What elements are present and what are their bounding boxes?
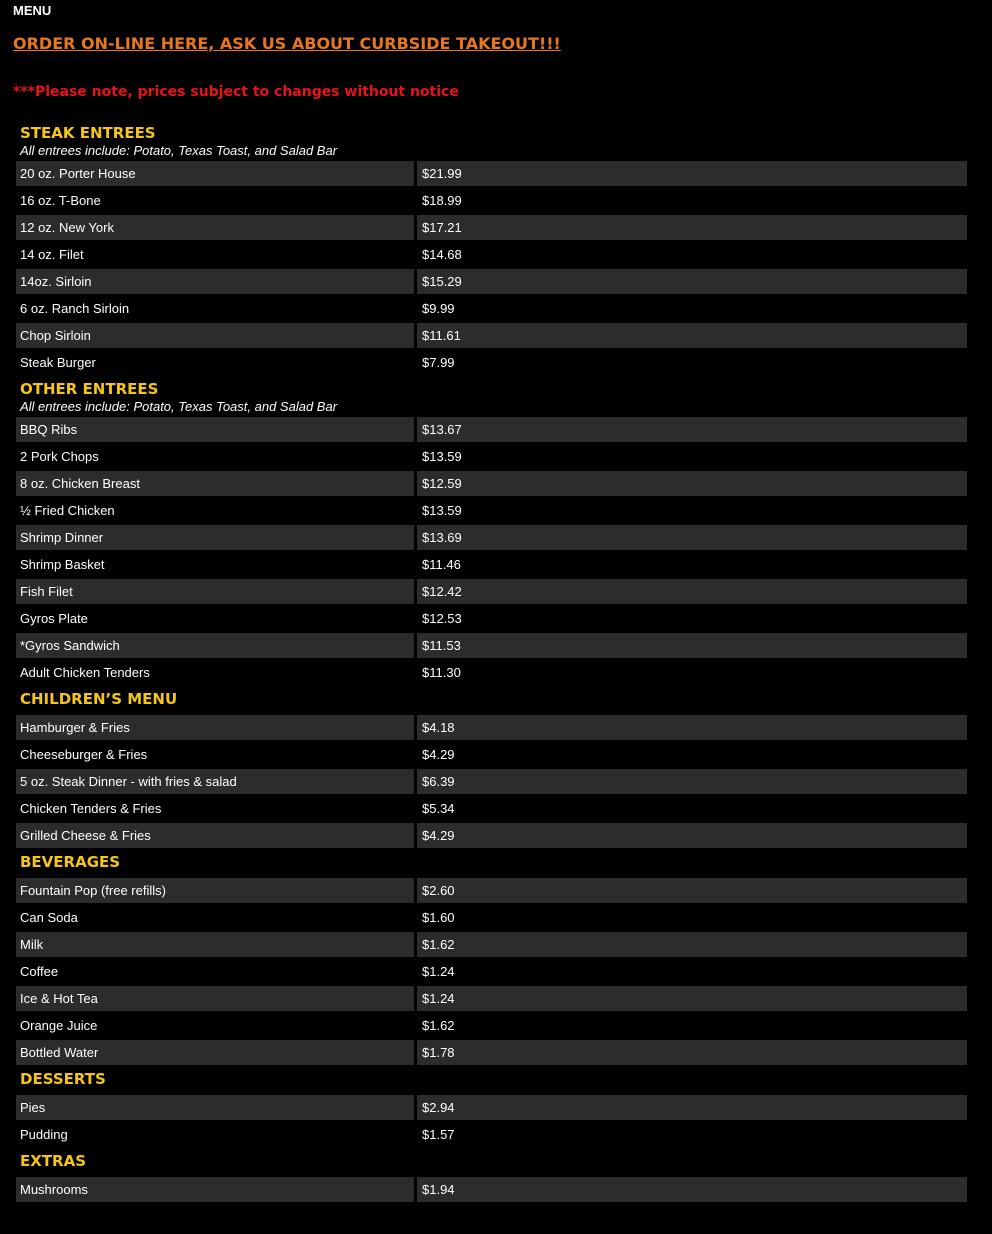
menu-section — [16, 1066, 967, 1148]
item-name: ½ Fried Chicken — [20, 503, 115, 518]
menu-row — [16, 578, 967, 605]
item-price: $1.62 — [422, 1018, 455, 1033]
menu-row — [16, 349, 967, 376]
menu-row — [16, 551, 967, 578]
menu-row — [16, 295, 967, 322]
price-notice: ***Please note, prices subject to changes without notice — [13, 84, 459, 100]
menu-row — [16, 768, 967, 795]
item-price: $6.39 — [417, 769, 967, 794]
menu-row — [16, 904, 967, 931]
item-name: Orange Juice — [20, 1018, 98, 1033]
item-name: Can Soda — [20, 910, 78, 925]
item-name: 2 Pork Chops — [20, 449, 99, 464]
item-price: $11.46 — [422, 557, 461, 572]
item-price: $2.94 — [417, 1095, 967, 1120]
menu-row — [16, 958, 967, 985]
item-price: $1.24 — [417, 986, 967, 1011]
item-name: Adult Chicken Tenders — [20, 665, 150, 680]
menu-row — [16, 877, 967, 904]
section-title: CHILDREN’S MENU — [20, 690, 178, 708]
item-name: 20 oz. Porter House — [16, 161, 414, 186]
menu-row — [16, 322, 967, 349]
menu-row — [16, 1176, 967, 1203]
item-name: 14oz. Sirloin — [16, 269, 414, 294]
menu-section — [16, 120, 967, 376]
item-name: Fountain Pop (free refills) — [16, 878, 414, 903]
item-name: Coffee — [20, 964, 59, 979]
item-price: $18.99 — [422, 193, 462, 208]
section-subtitle: All entrees include: Potato, Texas Toast, and Salad Bar — [20, 143, 338, 158]
item-name: Shrimp Basket — [20, 557, 105, 572]
item-name: Pies — [16, 1095, 414, 1120]
menu-row — [16, 714, 967, 741]
item-price: $11.53 — [417, 633, 967, 658]
menu-row — [16, 416, 967, 443]
item-name: Milk — [16, 932, 414, 957]
item-price: $4.29 — [422, 747, 455, 762]
section-title: BEVERAGES — [20, 853, 121, 871]
item-name: Cheeseburger & Fries — [20, 747, 148, 762]
item-price: $7.99 — [422, 355, 455, 370]
menu-row — [16, 443, 967, 470]
menu-row — [16, 632, 967, 659]
section-subtitle: All entrees include: Potato, Texas Toast, and Salad Bar — [20, 399, 338, 414]
item-name: 14 oz. Filet — [20, 247, 84, 262]
item-price: $2.60 — [417, 878, 967, 903]
menu-row — [16, 931, 967, 958]
item-price: $1.78 — [417, 1040, 967, 1065]
item-price: $5.34 — [422, 801, 455, 816]
item-price: $1.62 — [417, 932, 967, 957]
item-name: *Gyros Sandwich — [16, 633, 414, 658]
menu-row — [16, 160, 967, 187]
item-price: $13.69 — [417, 525, 967, 550]
menu-row — [16, 241, 967, 268]
menu-row — [16, 187, 967, 214]
item-name: Grilled Cheese & Fries — [16, 823, 414, 848]
item-name: 12 oz. New York — [16, 215, 414, 240]
item-price: $13.59 — [422, 449, 462, 464]
section-title: OTHER ENTREES — [20, 380, 159, 398]
menu-row — [16, 795, 967, 822]
menu-row — [16, 822, 967, 849]
menu-row — [16, 605, 967, 632]
section-title: EXTRAS — [20, 1152, 87, 1170]
item-name: 8 oz. Chicken Breast — [16, 471, 414, 496]
section-title: DESSERTS — [20, 1070, 106, 1088]
menu-section — [16, 1148, 967, 1203]
item-price: $1.24 — [422, 964, 455, 979]
item-name: 16 oz. T-Bone — [20, 193, 101, 208]
item-price: $1.60 — [422, 910, 455, 925]
item-name: Gyros Plate — [20, 611, 88, 626]
item-name: Mushrooms — [16, 1177, 414, 1202]
menu-row — [16, 214, 967, 241]
menu-row — [16, 985, 967, 1012]
menu-row — [16, 470, 967, 497]
item-name: Hamburger & Fries — [16, 715, 414, 740]
menu-row — [16, 1012, 967, 1039]
menu-row — [16, 1121, 967, 1148]
item-price: $14.68 — [422, 247, 462, 262]
item-price: $12.42 — [417, 579, 967, 604]
item-name: Bottled Water — [16, 1040, 414, 1065]
menu-section — [16, 849, 967, 1066]
menu-row — [16, 1039, 967, 1066]
section-title: STEAK ENTREES — [20, 124, 156, 142]
menu-row — [16, 524, 967, 551]
item-name: Chop Sirloin — [16, 323, 414, 348]
item-price: $13.67 — [417, 417, 967, 442]
menu-row — [16, 741, 967, 768]
item-price: $13.59 — [422, 503, 462, 518]
item-price: $4.18 — [417, 715, 967, 740]
item-name: 6 oz. Ranch Sirloin — [20, 301, 130, 316]
item-price: $11.61 — [417, 323, 967, 348]
item-price: $4.29 — [417, 823, 967, 848]
item-price: $17.21 — [417, 215, 967, 240]
item-name: Shrimp Dinner — [16, 525, 414, 550]
menu-row — [16, 1094, 967, 1121]
menu-table — [16, 120, 967, 1203]
item-price: $21.99 — [417, 161, 967, 186]
menu-section — [16, 376, 967, 686]
item-name: 5 oz. Steak Dinner - with fries & salad — [16, 769, 414, 794]
menu-label: MENU — [13, 3, 52, 18]
order-online-link[interactable]: ORDER ON-LINE HERE, ASK US ABOUT CURBSIDE TAKEOUT!!! — [13, 34, 561, 53]
item-name: Fish Filet — [16, 579, 414, 604]
item-name: Ice & Hot Tea — [16, 986, 414, 1011]
item-price: $15.29 — [417, 269, 967, 294]
item-price: $9.99 — [422, 301, 455, 316]
menu-row — [16, 268, 967, 295]
menu-row — [16, 659, 967, 686]
item-price: $1.94 — [417, 1177, 967, 1202]
item-name: Chicken Tenders & Fries — [20, 801, 162, 816]
item-name: Steak Burger — [20, 355, 96, 370]
item-price: $12.59 — [417, 471, 967, 496]
menu-row — [16, 497, 967, 524]
item-name: BBQ Ribs — [16, 417, 414, 442]
item-price: $12.53 — [422, 611, 462, 626]
item-price: $1.57 — [422, 1127, 455, 1142]
menu-section — [16, 686, 967, 849]
item-price: $11.30 — [422, 665, 461, 680]
item-name: Pudding — [20, 1127, 68, 1142]
